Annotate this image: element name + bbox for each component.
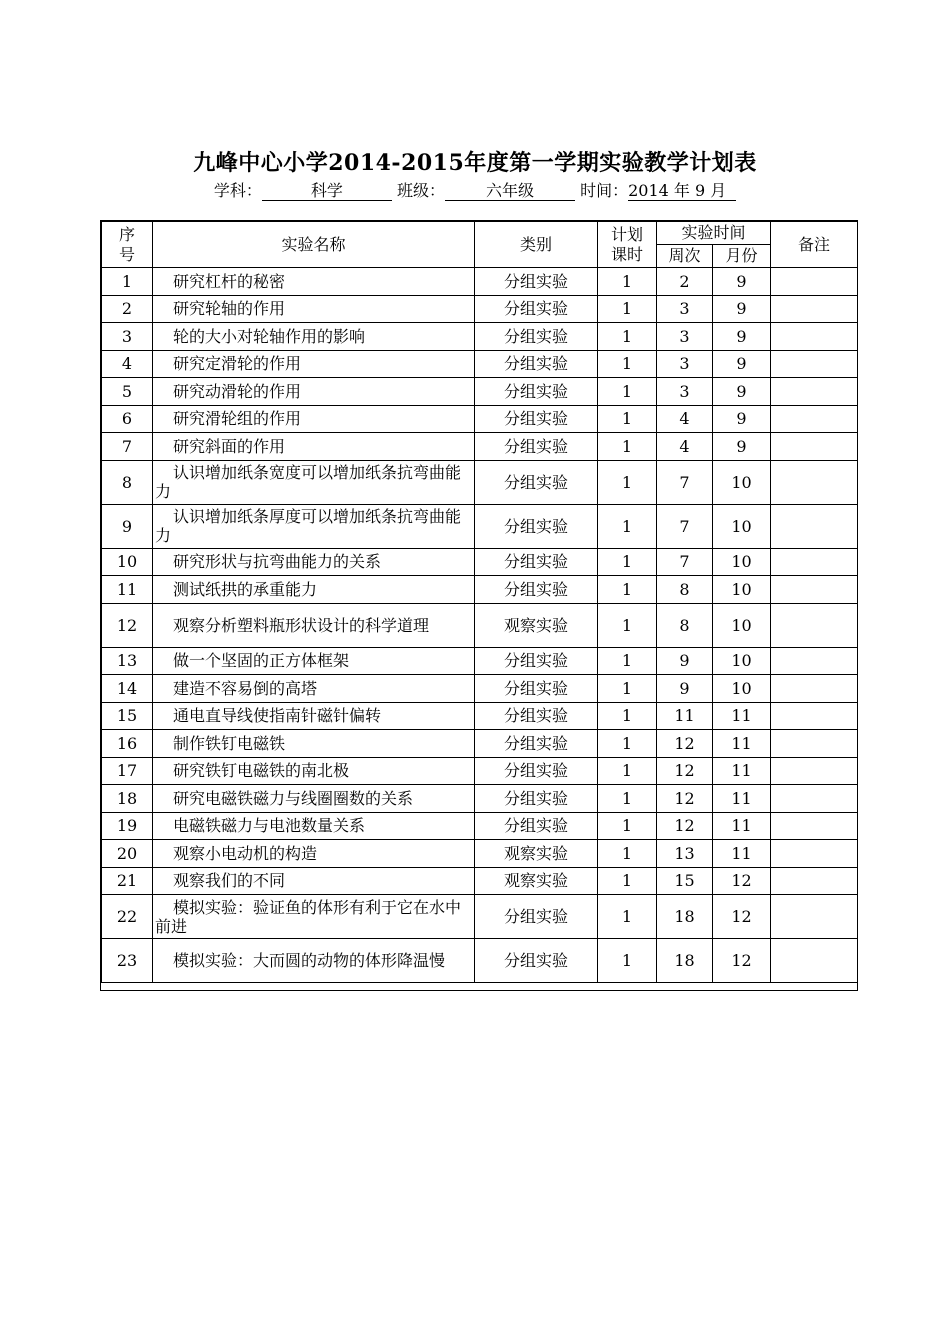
table-row xyxy=(102,840,858,868)
cell-remark xyxy=(771,548,858,576)
cell-name: 观察我们的不同 xyxy=(153,867,475,895)
cell-no: 9 xyxy=(102,504,153,548)
cell-type: 分组实验 xyxy=(475,405,598,433)
header-name: 实验名称 xyxy=(153,222,475,268)
cell-no: 14 xyxy=(102,675,153,703)
header-time-group: 实验时间 xyxy=(657,222,771,245)
cell-month: 11 xyxy=(713,757,771,785)
cell-type: 分组实验 xyxy=(475,460,598,504)
cell-no: 8 xyxy=(102,460,153,504)
cell-hours: 1 xyxy=(598,268,657,296)
header-type: 类别 xyxy=(475,222,598,268)
cell-name: 轮的大小对轮轴作用的影响 xyxy=(153,323,475,351)
table-row xyxy=(102,548,858,576)
cell-remark xyxy=(771,295,858,323)
cell-name: 研究动滑轮的作用 xyxy=(153,378,475,406)
cell-no: 11 xyxy=(102,576,153,604)
cell-remark xyxy=(771,730,858,758)
cell-name: 电磁铁磁力与电池数量关系 xyxy=(153,812,475,840)
table-row xyxy=(102,295,858,323)
cell-type: 观察实验 xyxy=(475,840,598,868)
cell-remark xyxy=(771,812,858,840)
time-label: 时间： xyxy=(580,181,629,200)
cell-month: 12 xyxy=(713,895,771,939)
grade-label: 班级： xyxy=(396,181,445,200)
cell-remark xyxy=(771,675,858,703)
cell-week: 12 xyxy=(657,730,713,758)
table-row xyxy=(102,785,858,813)
cell-hours: 1 xyxy=(598,433,657,461)
cell-month: 9 xyxy=(713,378,771,406)
cell-month: 9 xyxy=(713,323,771,351)
cell-month: 11 xyxy=(713,702,771,730)
cell-week: 7 xyxy=(657,460,713,504)
cell-no: 18 xyxy=(102,785,153,813)
cell-hours: 1 xyxy=(598,785,657,813)
cell-week: 9 xyxy=(657,647,713,675)
cell-remark xyxy=(771,576,858,604)
table-row xyxy=(102,812,858,840)
cell-name: 做一个坚固的正方体框架 xyxy=(153,647,475,675)
cell-no: 3 xyxy=(102,323,153,351)
cell-type: 分组实验 xyxy=(475,939,598,983)
cell-week: 3 xyxy=(657,378,713,406)
cell-remark xyxy=(771,603,858,647)
cell-week: 7 xyxy=(657,504,713,548)
cell-type: 观察实验 xyxy=(475,867,598,895)
cell-remark xyxy=(771,939,858,983)
cell-hours: 1 xyxy=(598,576,657,604)
cell-week: 4 xyxy=(657,405,713,433)
table-row xyxy=(102,757,858,785)
cell-hours: 1 xyxy=(598,895,657,939)
cell-no: 20 xyxy=(102,840,153,868)
table-row xyxy=(102,603,858,647)
cell-hours: 1 xyxy=(598,378,657,406)
cell-week: 15 xyxy=(657,867,713,895)
cell-month: 10 xyxy=(713,603,771,647)
cell-remark xyxy=(771,323,858,351)
cell-type: 分组实验 xyxy=(475,785,598,813)
cell-name: 观察分析塑料瓶形状设计的科学道理 xyxy=(153,603,475,647)
cell-type: 分组实验 xyxy=(475,268,598,296)
header-no: 序号 xyxy=(102,222,153,268)
cell-type: 分组实验 xyxy=(475,702,598,730)
cell-hours: 1 xyxy=(598,548,657,576)
cell-month: 10 xyxy=(713,576,771,604)
cell-hours: 1 xyxy=(598,840,657,868)
table-row xyxy=(102,730,858,758)
cell-hours: 1 xyxy=(598,405,657,433)
cell-week: 8 xyxy=(657,603,713,647)
cell-week: 11 xyxy=(657,702,713,730)
cell-name: 认识增加纸条厚度可以增加纸条抗弯曲能力 xyxy=(153,504,475,548)
cell-hours: 1 xyxy=(598,350,657,378)
cell-remark xyxy=(771,268,858,296)
cell-no: 1 xyxy=(102,268,153,296)
table-row xyxy=(102,405,858,433)
cell-remark xyxy=(771,405,858,433)
table-row xyxy=(102,350,858,378)
cell-hours: 1 xyxy=(598,812,657,840)
table-row xyxy=(102,895,858,939)
cell-remark xyxy=(771,647,858,675)
header-hours: 计划课时 xyxy=(598,222,657,268)
cell-remark xyxy=(771,504,858,548)
cell-hours: 1 xyxy=(598,323,657,351)
cell-month: 9 xyxy=(713,295,771,323)
table-row xyxy=(102,675,858,703)
cell-hours: 1 xyxy=(598,702,657,730)
cell-name: 建造不容易倒的高塔 xyxy=(153,675,475,703)
cell-month: 12 xyxy=(713,867,771,895)
cell-type: 分组实验 xyxy=(475,730,598,758)
cell-name: 制作铁钉电磁铁 xyxy=(153,730,475,758)
cell-remark xyxy=(771,433,858,461)
cell-week: 18 xyxy=(657,895,713,939)
cell-hours: 1 xyxy=(598,867,657,895)
cell-type: 观察实验 xyxy=(475,603,598,647)
cell-no: 21 xyxy=(102,867,153,895)
cell-name: 研究形状与抗弯曲能力的关系 xyxy=(153,548,475,576)
cell-week: 7 xyxy=(657,548,713,576)
cell-name: 测试纸拱的承重能力 xyxy=(153,576,475,604)
cell-hours: 1 xyxy=(598,504,657,548)
table-row xyxy=(102,268,858,296)
table-row xyxy=(102,323,858,351)
subject-label: 学科： xyxy=(213,181,262,200)
cell-type: 分组实验 xyxy=(475,812,598,840)
table-row xyxy=(102,647,858,675)
cell-remark xyxy=(771,867,858,895)
cell-hours: 1 xyxy=(598,757,657,785)
table-body xyxy=(102,268,858,983)
cell-week: 13 xyxy=(657,840,713,868)
cell-week: 8 xyxy=(657,576,713,604)
cell-remark xyxy=(771,757,858,785)
cell-remark xyxy=(771,840,858,868)
cell-hours: 1 xyxy=(598,939,657,983)
cell-week: 9 xyxy=(657,675,713,703)
cell-no: 12 xyxy=(102,603,153,647)
cell-remark xyxy=(771,378,858,406)
cell-no: 16 xyxy=(102,730,153,758)
header-remark: 备注 xyxy=(771,222,858,268)
cell-week: 12 xyxy=(657,812,713,840)
cell-hours: 1 xyxy=(598,295,657,323)
cell-no: 7 xyxy=(102,433,153,461)
cell-name: 研究电磁铁磁力与线圈圈数的关系 xyxy=(153,785,475,813)
cell-type: 分组实验 xyxy=(475,295,598,323)
cell-week: 12 xyxy=(657,785,713,813)
table-row xyxy=(102,460,858,504)
cell-hours: 1 xyxy=(598,675,657,703)
subject-value: 科学 xyxy=(262,182,392,201)
cell-remark xyxy=(771,785,858,813)
cell-month: 9 xyxy=(713,268,771,296)
cell-month: 10 xyxy=(713,675,771,703)
page-title: 九峰中心小学2014-2015年度第一学期实验教学计划表 xyxy=(193,150,757,176)
cell-type: 分组实验 xyxy=(475,757,598,785)
cell-no: 10 xyxy=(102,548,153,576)
cell-month: 10 xyxy=(713,548,771,576)
cell-name: 研究轮轴的作用 xyxy=(153,295,475,323)
cell-type: 分组实验 xyxy=(475,895,598,939)
time-value: 2014 年 9 月 xyxy=(628,182,736,201)
cell-hours: 1 xyxy=(598,460,657,504)
cell-name: 模拟实验：验证鱼的体形有利于它在水中前进 xyxy=(153,895,475,939)
plan-table xyxy=(101,221,858,983)
cell-week: 3 xyxy=(657,295,713,323)
cell-no: 17 xyxy=(102,757,153,785)
cell-type: 分组实验 xyxy=(475,323,598,351)
cell-week: 12 xyxy=(657,757,713,785)
cell-type: 分组实验 xyxy=(475,675,598,703)
cell-name: 研究铁钉电磁铁的南北极 xyxy=(153,757,475,785)
cell-no: 13 xyxy=(102,647,153,675)
cell-month: 12 xyxy=(713,939,771,983)
cell-type: 分组实验 xyxy=(475,504,598,548)
cell-week: 3 xyxy=(657,350,713,378)
table-row xyxy=(102,702,858,730)
cell-month: 9 xyxy=(713,350,771,378)
cell-name: 研究杠杆的秘密 xyxy=(153,268,475,296)
cell-name: 观察小电动机的构造 xyxy=(153,840,475,868)
cell-name: 研究滑轮组的作用 xyxy=(153,405,475,433)
cell-remark xyxy=(771,702,858,730)
cell-month: 11 xyxy=(713,785,771,813)
cell-name: 研究定滑轮的作用 xyxy=(153,350,475,378)
cell-month: 9 xyxy=(713,405,771,433)
cell-no: 2 xyxy=(102,295,153,323)
cell-month: 11 xyxy=(713,812,771,840)
table-row xyxy=(102,867,858,895)
cell-hours: 1 xyxy=(598,730,657,758)
header-week: 周次 xyxy=(657,245,713,268)
cell-type: 分组实验 xyxy=(475,378,598,406)
cell-no: 19 xyxy=(102,812,153,840)
table-row xyxy=(102,939,858,983)
cell-type: 分组实验 xyxy=(475,647,598,675)
cell-type: 分组实验 xyxy=(475,576,598,604)
cell-month: 10 xyxy=(713,647,771,675)
cell-name: 研究斜面的作用 xyxy=(153,433,475,461)
cell-type: 分组实验 xyxy=(475,433,598,461)
cell-type: 分组实验 xyxy=(475,548,598,576)
document-meta xyxy=(0,178,950,201)
cell-week: 3 xyxy=(657,323,713,351)
cell-no: 6 xyxy=(102,405,153,433)
table-row xyxy=(102,433,858,461)
cell-name: 通电直导线使指南针磁针偏转 xyxy=(153,702,475,730)
grade-value: 六年级 xyxy=(445,182,575,201)
cell-hours: 1 xyxy=(598,603,657,647)
cell-week: 2 xyxy=(657,268,713,296)
cell-name: 模拟实验：大而圆的动物的体形降温慢 xyxy=(153,939,475,983)
cell-remark xyxy=(771,350,858,378)
cell-month: 9 xyxy=(713,433,771,461)
cell-remark xyxy=(771,460,858,504)
table-row xyxy=(102,378,858,406)
cell-month: 11 xyxy=(713,730,771,758)
cell-no: 4 xyxy=(102,350,153,378)
cell-week: 18 xyxy=(657,939,713,983)
cell-name: 认识增加纸条宽度可以增加纸条抗弯曲能力 xyxy=(153,460,475,504)
table-row xyxy=(102,504,858,548)
cell-no: 22 xyxy=(102,895,153,939)
table-row xyxy=(102,576,858,604)
cell-remark xyxy=(771,895,858,939)
cell-no: 23 xyxy=(102,939,153,983)
cell-hours: 1 xyxy=(598,647,657,675)
cell-no: 15 xyxy=(102,702,153,730)
header-month: 月份 xyxy=(713,245,771,268)
cell-week: 4 xyxy=(657,433,713,461)
cell-no: 5 xyxy=(102,378,153,406)
cell-month: 10 xyxy=(713,504,771,548)
cell-month: 10 xyxy=(713,460,771,504)
cell-month: 11 xyxy=(713,840,771,868)
cell-type: 分组实验 xyxy=(475,350,598,378)
